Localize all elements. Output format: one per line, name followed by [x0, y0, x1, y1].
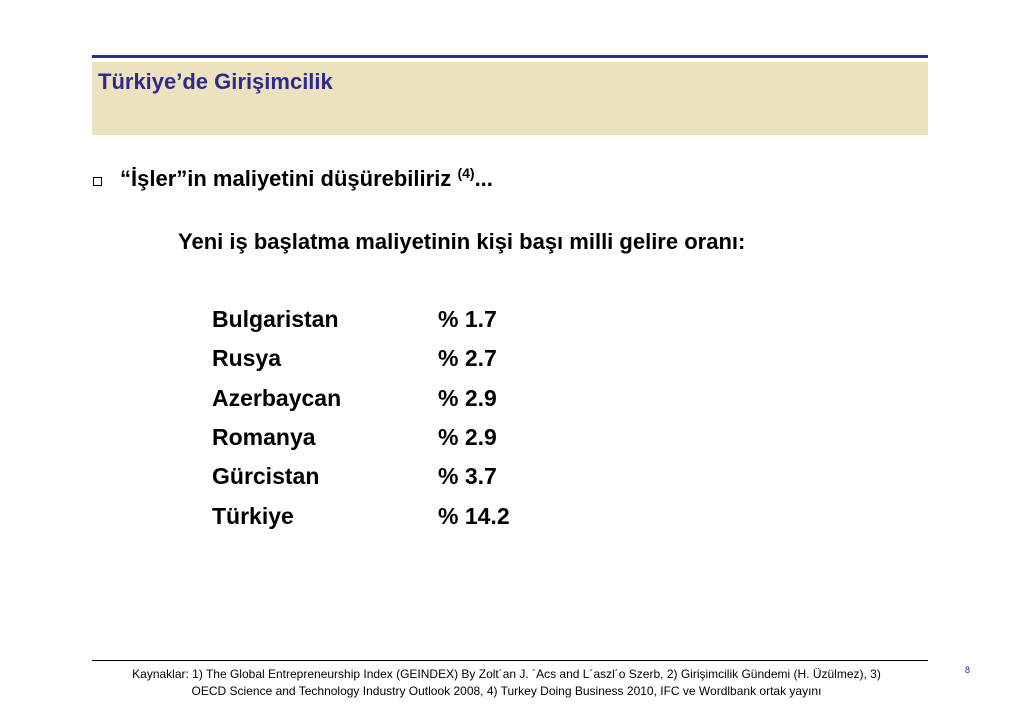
page-number: 8 — [965, 665, 971, 675]
country-name: Azerbaycan — [212, 385, 342, 411]
sources-line-2: OECD Science and Technology Industry Outlook 2008, 4) Turkey Doing Business 2010, IFC ve Wordlbank ortak yayını — [191, 684, 822, 698]
table-caption: Yeni iş başlatma maliyetinin kişi başı milli gelire oranı: — [178, 229, 746, 254]
cost-ratio: % 2.9 — [438, 385, 497, 411]
top-rule — [92, 55, 928, 58]
cost-ratio: % 2.7 — [438, 345, 497, 371]
country-name: Bulgaristan — [212, 306, 339, 332]
country-name: Gürcistan — [212, 463, 320, 489]
bullet-main-text: “İşler”in maliyetini düşürebiliriz — [120, 166, 458, 191]
cost-ratio: % 3.7 — [438, 463, 497, 489]
bullet-suffix: ... — [474, 166, 493, 191]
bullet-square-icon — [93, 177, 102, 186]
country-name: Rusya — [212, 345, 282, 371]
sources-line-1: Kaynaklar: 1) The Global Entrepreneurship Index (GEINDEX) By Zolt´an J. ´Acs and L´aszl´o Szerb, 2) Girişimcilik Gündemi (H. Üzülmez), 3) — [132, 667, 881, 681]
citation-superscript: (4) — [457, 165, 475, 181]
bullet-text — [120, 166, 493, 192]
cost-ratio: % 1.7 — [438, 306, 497, 332]
slide-title: Türkiye’de Girişimcilik — [98, 69, 333, 94]
country-name: Romanya — [212, 424, 316, 450]
sources-footer — [94, 666, 919, 700]
cost-ratio: % 2.9 — [438, 424, 497, 450]
country-name: Türkiye — [212, 503, 294, 529]
cost-ratio: % 14.2 — [438, 503, 510, 529]
footer-rule — [92, 660, 928, 661]
